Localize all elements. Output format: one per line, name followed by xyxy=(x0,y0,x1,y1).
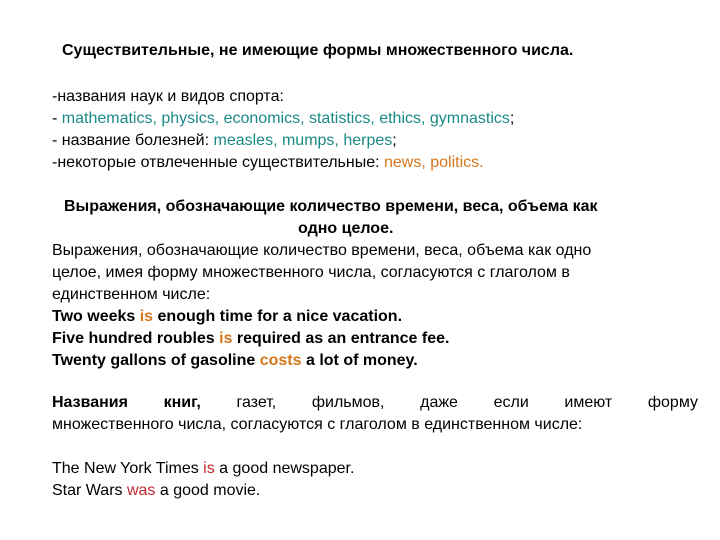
section2-title-line2: одно целое. xyxy=(298,220,394,237)
abstract-nouns-label: -некоторые отвлеченные существительные: xyxy=(52,154,384,171)
example-verb: is xyxy=(219,330,233,347)
section3-line2: множественного числа, согласуются с глаголом в единственном числе: xyxy=(52,416,583,433)
abstract-nouns-examples: news, politics. xyxy=(384,154,484,171)
example-five-hundred-roubles xyxy=(52,328,449,350)
example-text: a lot of money. xyxy=(301,352,418,369)
example-text: The New York Times xyxy=(52,460,204,477)
diseases-examples: measles, mumps, herpes xyxy=(213,132,393,149)
example-text: a good newspaper. xyxy=(214,460,355,477)
example-verb: costs xyxy=(259,352,302,369)
section2-body-line3: единственном числе: xyxy=(52,286,211,303)
section3-line1 xyxy=(52,392,698,414)
sciences-line: -названия наук и видов спорта: xyxy=(52,88,284,105)
section2-title-line1: Выражения, обозначающие количество времени, веса, объема как xyxy=(64,198,598,215)
example-text: Star Wars xyxy=(52,482,127,499)
example-verb: is xyxy=(139,308,154,325)
section2-body-line1: Выражения, обозначающие количество времени, веса, объема как одно xyxy=(52,242,592,259)
sciences-examples-line xyxy=(52,108,514,130)
diseases-label: - название болезней: xyxy=(52,132,214,149)
section3-bold-start: Названия книг, xyxy=(52,394,201,411)
example-star-wars xyxy=(52,480,260,502)
line-suffix: ; xyxy=(509,110,515,127)
example-text: a good movie. xyxy=(155,482,261,499)
example-twenty-gallons xyxy=(52,350,418,372)
example-new-york-times xyxy=(52,458,354,480)
line-prefix: - xyxy=(52,110,62,127)
example-verb: is xyxy=(203,460,215,477)
diseases-line xyxy=(52,130,397,152)
example-text: Two weeks xyxy=(52,308,140,325)
example-text: required as an entrance fee. xyxy=(232,330,450,347)
example-verb: was xyxy=(126,482,156,499)
example-text: Five hundred roubles xyxy=(52,330,220,347)
sciences-examples: mathematics, physics, economics, statistics, ethics, gymnastics xyxy=(61,110,510,127)
section3-rest: газет, фильмов, даже если имеют форму xyxy=(200,394,698,411)
example-text: enough time for a nice vacation. xyxy=(153,308,403,325)
abstract-nouns-line xyxy=(52,152,484,174)
line-suffix: ; xyxy=(392,132,397,149)
section2-body-line2: целое, имея форму множественного числа, согласуются с глаголом в xyxy=(52,264,570,281)
example-two-weeks xyxy=(52,306,402,328)
section1-title: Существительные, не имеющие формы множественного числа. xyxy=(62,42,574,59)
example-text: Twenty gallons of gasoline xyxy=(52,352,260,369)
